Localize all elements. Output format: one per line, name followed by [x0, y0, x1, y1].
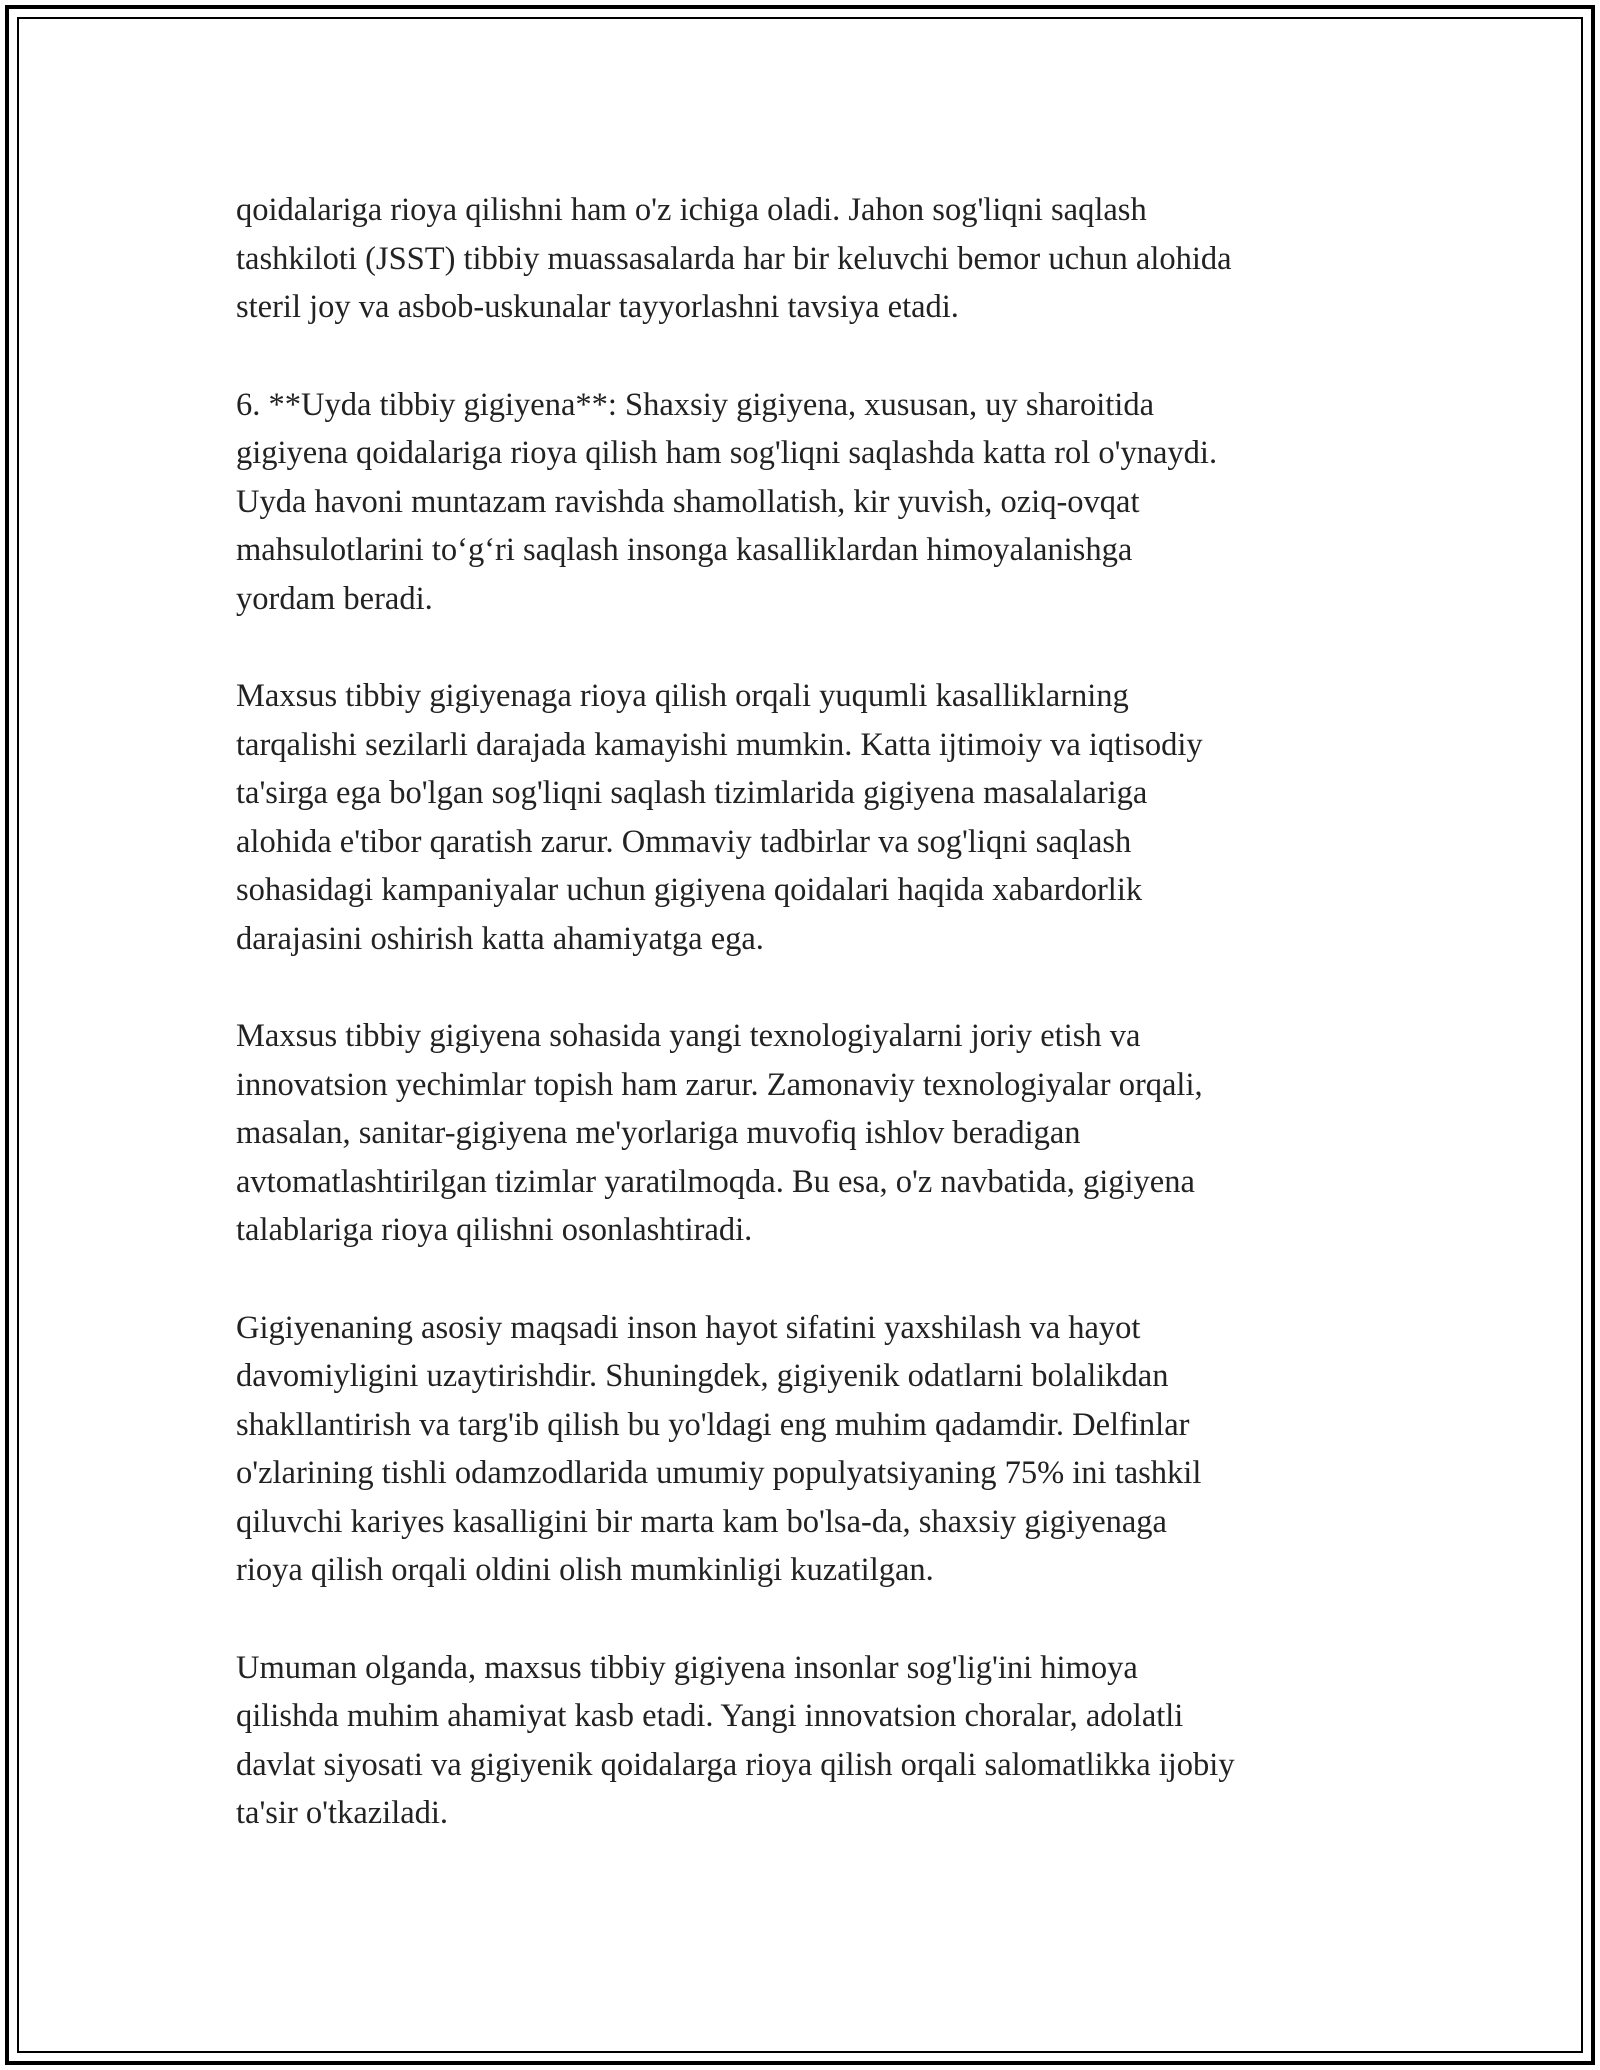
paragraph: Gigiyenaning asosiy maqsadi inson hayot sifatini yaxshilash va hayot davomiyligini uzaytirishdir. Shuningdek, gigiyenik odatlarni bolalikdan shakllantirish va targ'ib qilish bu yo'ldagi eng muhim qadamdir. Delfinlar o'zlarining tishli odamzodlarida umumiy populyatsiyaning 75% ini tashkil qiluvchi kariyes kasalligini bir marta kam bo'lsa-da, shaxsiy gigiyenaga rioya qilish orqali oldini olish mumkinligi kuzatilgan.	[236, 1309, 1202, 1588]
paragraph: qoidalariga rioya qilishni ham o'z ichiga oladi. Jahon sog'liqni saqlash tashkiloti (JSST) tibbiy muassasalarda har bir keluvchi bemor uchun alohida steril joy va asbob-uskunalar tayyorlashni tavsiya etadi.	[236, 192, 1232, 325]
document-body	[236, 186, 1376, 1887]
paragraph: Umuman olganda, maxsus tibbiy gigiyena insonlar sog'lig'ini himoya qilishda muhim ahamiyat kasb etadi. Yangi innovatsion choralar, adolatli davlat siyosati va gigiyenik qoidalarga rioya qilish orqali salomatlikka ijobiy ta'sir o'tkaziladi.	[236, 1649, 1235, 1831]
paragraph: Maxsus tibbiy gigiyenaga rioya qilish orqali yuqumli kasalliklarning tarqalishi sezilarli darajada kamayishi mumkin. Katta ijtimoiy va iqtisodiy ta'sirga ega bo'lgan sog'liqni saqlash tizimlarida gigiyena masalalariga alohida e'tibor qaratish zarur. Ommaviy tadbirlar va sog'liqni saqlash sohasidagi kampaniyalar uchun gigiyena qoidalari haqida xabardorlik darajasini oshirish katta ahamiyatga ega.	[236, 678, 1203, 957]
paragraph: Maxsus tibbiy gigiyena sohasida yangi texnologiyalarni joriy etish va innovatsion yechimlar topish ham zarur. Zamonaviy texnologiyalar orqali, masalan, sanitar-gigiyena me'yorlariga muvofiq ishlov beradigan avtomatlashtirilgan tizimlar yaratilmoqda. Bu esa, o'z navbatida, gigiyena talablariga rioya qilishni osonlashtiradi.	[236, 1018, 1203, 1248]
paragraph: 6. **Uyda tibbiy gigiyena**: Shaxsiy gigiyena, xususan, uy sharoitida gigiyena qoidalariga rioya qilish ham sog'liqni saqlashda katta rol o'ynaydi. Uyda havoni muntazam ravishda shamollatish, kir yuvish, oziq-ovqat mahsulotlarini to‘g‘ri saqlash insonga kasalliklardan himoyalanishga yordam beradi.	[236, 386, 1218, 617]
